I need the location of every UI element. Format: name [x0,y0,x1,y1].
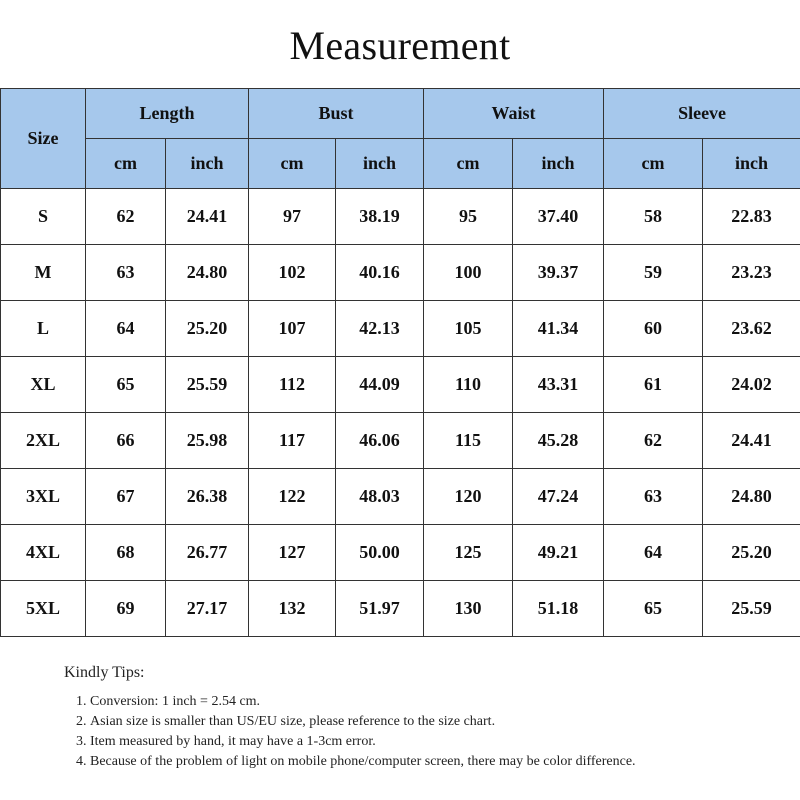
measurement-cell: 46.06 [336,413,424,469]
size-label-cell: 4XL [1,525,86,581]
measurement-cell: 24.02 [703,357,800,413]
measurement-cell: 115 [424,413,513,469]
measurement-cell: 66 [86,413,166,469]
table-row [1,301,800,357]
measurement-cell: 50.00 [336,525,424,581]
measurement-cell: 23.23 [703,245,800,301]
measurement-cell: 25.59 [703,581,800,637]
size-label-cell: 2XL [1,413,86,469]
measurement-cell: 38.19 [336,189,424,245]
measurement-cell: 65 [86,357,166,413]
unit-header: cm [86,139,166,189]
unit-header: inch [336,139,424,189]
measurement-cell: 47.24 [513,469,604,525]
group-header-sleeve: Sleeve [604,89,800,139]
size-column-header: Size [1,89,86,189]
measurement-cell: 48.03 [336,469,424,525]
size-label-cell: L [1,301,86,357]
measurement-cell: 26.77 [166,525,249,581]
measurement-cell: 59 [604,245,703,301]
measurement-cell: 51.97 [336,581,424,637]
measurement-cell: 105 [424,301,513,357]
header-row-groups [1,89,800,139]
tips-title: Kindly Tips: [64,664,145,681]
measurement-cell: 68 [86,525,166,581]
measurement-cell: 60 [604,301,703,357]
tips-list [64,692,764,772]
measurement-cell: 24.41 [166,189,249,245]
measurement-cell: 37.40 [513,189,604,245]
measurement-cell: 27.17 [166,581,249,637]
tip-item: 2. Asian size is smaller than US/EU size, please reference to the size chart. [90,712,764,732]
measurement-cell: 24.80 [166,245,249,301]
unit-header: inch [166,139,249,189]
measurement-cell: 63 [604,469,703,525]
size-label-cell: S [1,189,86,245]
measurement-cell: 65 [604,581,703,637]
table-row [1,469,800,525]
table-row [1,189,800,245]
measurement-cell: 39.37 [513,245,604,301]
size-label-cell: XL [1,357,86,413]
unit-header: inch [513,139,604,189]
measurement-cell: 25.20 [703,525,800,581]
measurement-cell: 61 [604,357,703,413]
measurement-cell: 117 [249,413,336,469]
measurement-cell: 24.41 [703,413,800,469]
tip-item: 3. Item measured by hand, it may have a 1-3cm error. [90,732,764,752]
measurement-cell: 25.59 [166,357,249,413]
group-header-waist: Waist [424,89,604,139]
unit-header: cm [604,139,703,189]
table-row [1,357,800,413]
measurement-cell: 125 [424,525,513,581]
header-row-units [1,139,800,189]
measurement-cell: 25.98 [166,413,249,469]
measurement-cell: 45.28 [513,413,604,469]
group-header-length: Length [86,89,249,139]
measurement-cell: 107 [249,301,336,357]
unit-header: cm [424,139,513,189]
measurement-cell: 62 [604,413,703,469]
table-row [1,245,800,301]
table-row [1,413,800,469]
measurement-cell: 43.31 [513,357,604,413]
measurement-cell: 63 [86,245,166,301]
measurement-cell: 130 [424,581,513,637]
measurement-cell: 127 [249,525,336,581]
measurement-cell: 64 [604,525,703,581]
table-row [1,581,800,637]
tip-item: 1. Conversion: 1 inch = 2.54 cm. [90,692,764,712]
measurement-cell: 67 [86,469,166,525]
measurement-cell: 69 [86,581,166,637]
size-label-cell: M [1,245,86,301]
measurement-cell: 102 [249,245,336,301]
table-row [1,525,800,581]
size-chart-table [0,88,800,637]
measurement-cell: 22.83 [703,189,800,245]
tip-item: 4. Because of the problem of light on mobile phone/computer screen, there may be color difference. [90,752,764,772]
measurement-cell: 58 [604,189,703,245]
measurement-cell: 100 [424,245,513,301]
measurement-cell: 62 [86,189,166,245]
measurement-cell: 40.16 [336,245,424,301]
measurement-cell: 44.09 [336,357,424,413]
measurement-cell: 64 [86,301,166,357]
measurement-cell: 97 [249,189,336,245]
measurement-cell: 24.80 [703,469,800,525]
page-title: Measurement [289,23,511,68]
measurement-cell: 49.21 [513,525,604,581]
size-label-cell: 3XL [1,469,86,525]
measurement-cell: 51.18 [513,581,604,637]
measurement-cell: 132 [249,581,336,637]
group-header-bust: Bust [249,89,424,139]
unit-header: cm [249,139,336,189]
kindly-tips [64,664,764,772]
measurement-cell: 25.20 [166,301,249,357]
measurement-cell: 26.38 [166,469,249,525]
measurement-cell: 23.62 [703,301,800,357]
measurement-cell: 122 [249,469,336,525]
measurement-cell: 120 [424,469,513,525]
measurement-cell: 110 [424,357,513,413]
unit-header: inch [703,139,800,189]
measurement-cell: 112 [249,357,336,413]
measurement-cell: 41.34 [513,301,604,357]
measurement-cell: 95 [424,189,513,245]
measurement-cell: 42.13 [336,301,424,357]
size-label-cell: 5XL [1,581,86,637]
